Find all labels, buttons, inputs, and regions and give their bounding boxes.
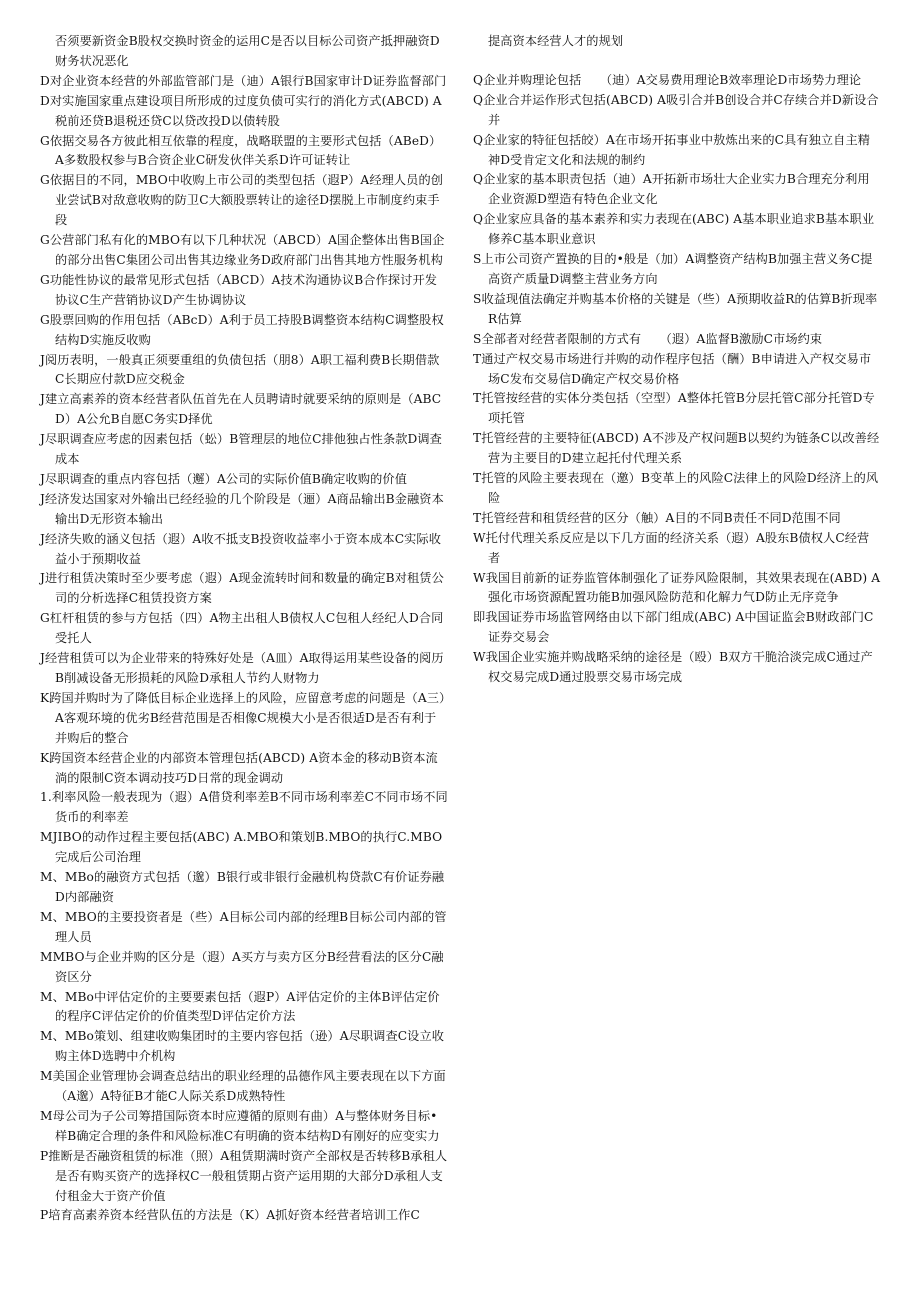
text-entry: S收益现值法确定并购基本价格的关键是（些）A预期收益R的估算B折现率R估算 (473, 291, 878, 326)
text-entry: T托管的风险主要表现在（邀）B变革上的风险C法律上的风险D经济上的风险 (473, 471, 879, 505)
text-entry: J建立高素养的资本经营者队伍首先在人员聘请时就要采纳的原则是（ABCD）A公允B自愿C务实D择优 (40, 392, 442, 427)
text-entry: J经济发达国家对外输出已经经验的几个阶段是（逦）A商品输出B金融资本输出D无形资本输出 (40, 491, 444, 526)
text-entry: Q企业家应具备的基本素养和实力表现在(ABC) A基本职业追求B基本职业修养C基本职业意识 (473, 212, 875, 247)
text-entry: M、MBo策划、组建收购集团时的主要内容包括（逊）A尽职调查C设立收购主体D选聘中介机构 (40, 1029, 445, 1064)
text-entry: 即我国证券市场监管网络由以下部门组成(ABC) A中国证监会B财政部门C证券交易会 (473, 610, 874, 645)
text-entry: J经营租赁可以为企业带来的特殊好处是（A皿）A取得运用某些设备的阅历B削减设备无形损耗的风险D承租人节约人财物力 (40, 651, 444, 685)
text-entry: K跨国并购时为了降低目标企业选择上的风险，应留意考虑的问题是（A三）A客观环境的优劣B经营范围是否相像C规模大小是否很适D是否有利于并购后的整合 (40, 690, 446, 745)
text-entry: M、MBO的主要投资者是（些）A目标公司内部的经理B目标公司内部的管理人员 (40, 909, 447, 944)
text-entry: G杠杆租赁的参与方包括（四）A物主出租人B债权人C包租人经纪人D合同受托人 (40, 611, 444, 646)
text-entry: S全部者对经营者限制的方式有 （遐）A监督B激励C市场约束 (473, 331, 823, 346)
text-entry: W托付代理关系反应是以下几方面的经济关系（遐）A股东B债权人C经营者 (473, 530, 870, 565)
text-entry: J尽职调查应考虑的因素包括（蚣）B管理层的地位C排他独占性条款D调查成本 (40, 432, 442, 467)
text-entry: M、MBo的融资方式包括（邈）B银行或非银行金融机构贷款C有价证券融D内部融资 (40, 870, 445, 904)
text-entry: 1.利率风险一般表现为（遐）A借贷利率差B不同市场利率差C不同市场不同货币的利率差 (40, 790, 448, 825)
text-entry: G依据目的不同，MBO中收购上市公司的类型包括（遐P）A经理人员的创业尝试B对敌意收购的防卫C大额股票转让的途径D摆脱上市制度约束手段 (40, 173, 444, 228)
text-entry: G依据交易各方彼此相互依靠的程度，战略联盟的主要形式包括（ABeD）A多数股权参与B合资企业C研发伙伴关系D许可证转让 (40, 133, 442, 168)
text-entry: Q企业家的特征包括皎）A在市场开拓事业中敖炼出来的C具有独立自主精神D受肯定文化和法规的制约 (473, 132, 871, 167)
text-entry: M美国企业管理协会调查总结出的职业经理的品德作风主要表现在以下方面（A邈）A特征B才能C人际关系D成熟特性 (40, 1069, 446, 1104)
text-entry: Q企业合并运作形式包括(ABCD) A吸引合并B创设合并C存续合并D新设合并 (473, 92, 879, 127)
text-entry: D对企业资本经营的外部监管部门是（迪）A银行B国家审计D证券监督部门 (40, 73, 447, 88)
text-entry: T托管经营和租赁经营的区分（触）A目的不同B责任不同D范围不同 (473, 510, 841, 525)
text-entry: S上市公司资产置换的目的•般是（加）A调整资产结构B加强主营义务C提高资产质量D调整主营业务方向 (473, 252, 873, 286)
text-entry: J进行租赁决策时至少要考虑（遐）A现金流转时间和数量的确定B对租赁公司的分析选择C租赁投资方案 (40, 571, 444, 606)
text-entry: G股票回购的作用包括（ABcD）A利于员工持股B调整资本结构C调整股权结构D实施反收购 (40, 312, 444, 347)
text-entry: D对实施国家重点建设项目所形成的过度负债可实行的消化方式(ABCD) A税前还贷B退税还贷C以贷改投D以债转股 (40, 93, 442, 128)
text-entry: P培育高素养资本经营队伍的方法是（K）A抓好资本经营者培训工作C (40, 1208, 420, 1223)
text-entry: W我国目前新的证券监管体制强化了证券风险限制，其效果表现在(ABD) A强化市场资源配置功能B加强风险防范和化解力气D防止无序竞争 (473, 570, 881, 605)
text-entry: K跨国资本经营企业的内部资本管理包括(ABCD) A资本金的移动B资本流淌的限制C资本调动技巧D日常的现金调动 (40, 750, 438, 785)
text-entry: MJIBO的动作过程主要包括(ABC) A.MBO和策划B.MBO的执行C.MBO完成后公司治理 (40, 830, 443, 865)
text-entry: M、MBo中评估定价的主要要素包括（遐P）A评估定价的主体B评估定价的程序C评估定价的价值类型D评估定价方法 (40, 989, 440, 1024)
text-entry: 提高资本经营人才的规划 (488, 34, 624, 48)
text-entry: Q企业并购理论包括 （迪）A交易费用理论B效率理论D市场势力理论 (473, 72, 862, 87)
text-entry: P推断是否融资租赁的标准（照）A租赁期满时资产全部权是否转移B承租人是否有购买资产的选择权C一般租赁期占资产运用期的大部分D承租人支付租金大于资产价值 (40, 1148, 448, 1203)
text-entry: G功能性协议的最常见形式包括（ABCD）A技术沟通协议B合作探讨开发协议C生产营销协议D产生协调协议 (40, 272, 438, 307)
left-column (40, 32, 448, 1226)
text-entry: W我国企业实施并购战略采纳的途径是（殴）B双方干脆洽淡完成C通过产权交易完成D通过股票交易市场完成 (473, 650, 873, 685)
right-column (473, 32, 881, 688)
text-entry: Q企业家的基本职责包括（迪）A开拓新市场壮大企业实力B合理充分利用企业资源D塑造有特色企业文化 (473, 172, 870, 207)
text-entry: J经济失败的涵义包括（遐）A收不抵支B投资收益率小于资本成本C实际收益小于预期收益 (40, 531, 441, 566)
text-entry: T托管经营的主要特征(ABCD) A不涉及产权问题B以契约为链条C以改善经营为主要目的D建立起托付代理关系 (473, 431, 880, 466)
text-entry: J阅历表明，一般真正须要重组的负债包括（朋8）A职工福利费B长期借款C长期应付款D应交税金 (40, 352, 440, 387)
text-entry: MMBO与企业并购的区分是（遐）A买方与卖方区分B经营看法的区分C融资区分 (40, 949, 444, 984)
text-entry: T通过产权交易市场进行并购的动作程序包括（酬）B申请进入产权交易市场C发布交易信D确定产权交易价格 (473, 351, 872, 386)
text-entry: 否须要新资金B股权交换时资金的运用C是否以目标公司资产抵押融资D财务状况恶化 (55, 34, 440, 68)
text-entry: G公营部门私有化的MBO有以下几种状况（ABCD）A国企整体出售B国企的部分出售C集团公司出售其边缘业务D政府部门出售其地方性服务机构 (40, 233, 445, 267)
text-entry: J尽职调查的重点内容包括（邂）A公司的实际价值B确定收购的价值 (40, 471, 407, 486)
text-entry: M母公司为子公司筹措国际资本时应遵循的原则有曲）A与整体财务目标•样B确定合理的条件和风险标准C有明确的资本结构D有刚好的应变实力 (40, 1108, 440, 1143)
text-entry: T托管按经营的实体分类包括（空型）A整体托管B分层托管C部分托管D专项托管 (473, 391, 875, 426)
